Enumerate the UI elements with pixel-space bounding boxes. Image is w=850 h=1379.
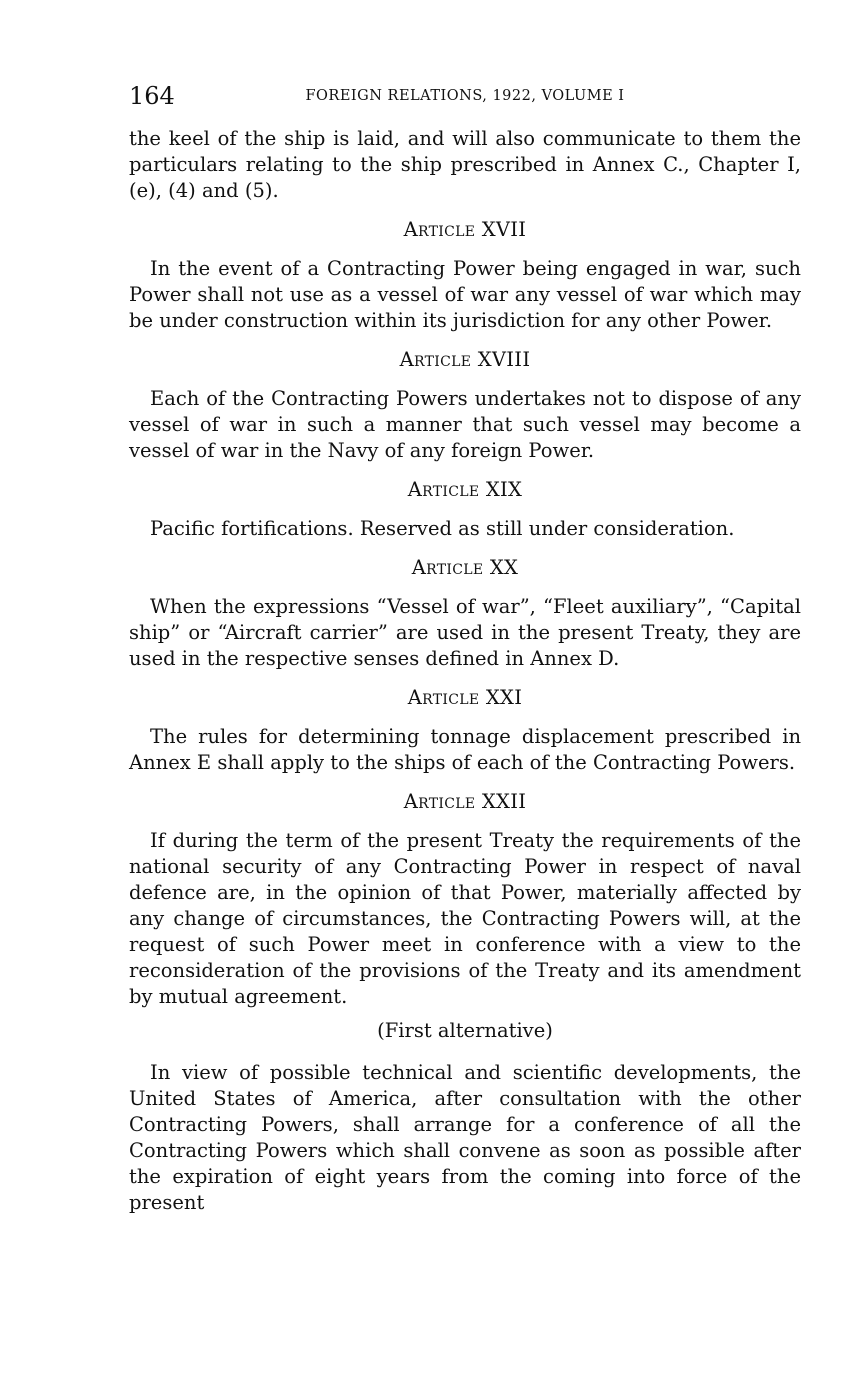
page-header [129,82,801,114]
running-head: FOREIGN RELATIONS, 1922, VOLUME I [305,88,625,104]
article-paragraph: The rules for determining tonnage displacement prescribed in Annex E shall apply to the ships of each of the Contracting Powers. [129,725,801,774]
article-heading: Article XXI [407,686,523,709]
document-body [129,126,801,1216]
article-heading: Article XVIII [399,348,531,371]
article-paragraph: When the expressions “Vessel of war”, “Fleet auxiliary”, “Capital ship” or “Aircraft carrier” are used in the present Treaty, they are used in the respective senses defined in Annex D. [129,595,801,670]
alternative-paragraph: In view of possible technical and scientific developments, the United States of America, after consultation with the other Contracting Powers, shall arrange for a conference of all the Contracting Powers which shall convene as soon as possible after the expiration of eight years from the coming into force of the present [129,1061,801,1214]
article-heading: Article XX [411,556,519,579]
page-number: 164 [129,82,175,110]
article-paragraph: In the event of a Contracting Power being engaged in war, such Power shall not use as a vessel of war any vessel of war which may be under construction within its jurisdiction for any other Power. [129,257,801,332]
article-paragraph: Pacific fortifications. Reserved as still under consideration. [150,517,735,540]
article-heading: Article XIX [407,478,523,501]
intro-paragraph: the keel of the ship is laid, and will also communicate to them the particulars relating to the ship prescribed in Annex C., Chapter I, (e), (4) and (5). [129,127,801,202]
alternative-label: (First alternative) [377,1019,553,1042]
article-heading: Article XXII [403,790,527,813]
article-heading: Article XVII [403,218,527,241]
article-paragraph: Each of the Contracting Powers undertakes not to dispose of any vessel of war in such a manner that such vessel may become a vessel of war in the Navy of any foreign Power. [129,387,801,462]
article-paragraph: If during the term of the present Treaty the requirements of the national security of any Contracting Power in respect of naval defence are, in the opinion of that Power, materially affected by any change of circumstances, the Contracting Powers will, at the request of such Power meet in conference with a view to the reconsideration of the provisions of the Treaty and its amendment by mutual agreement. [129,829,801,1008]
